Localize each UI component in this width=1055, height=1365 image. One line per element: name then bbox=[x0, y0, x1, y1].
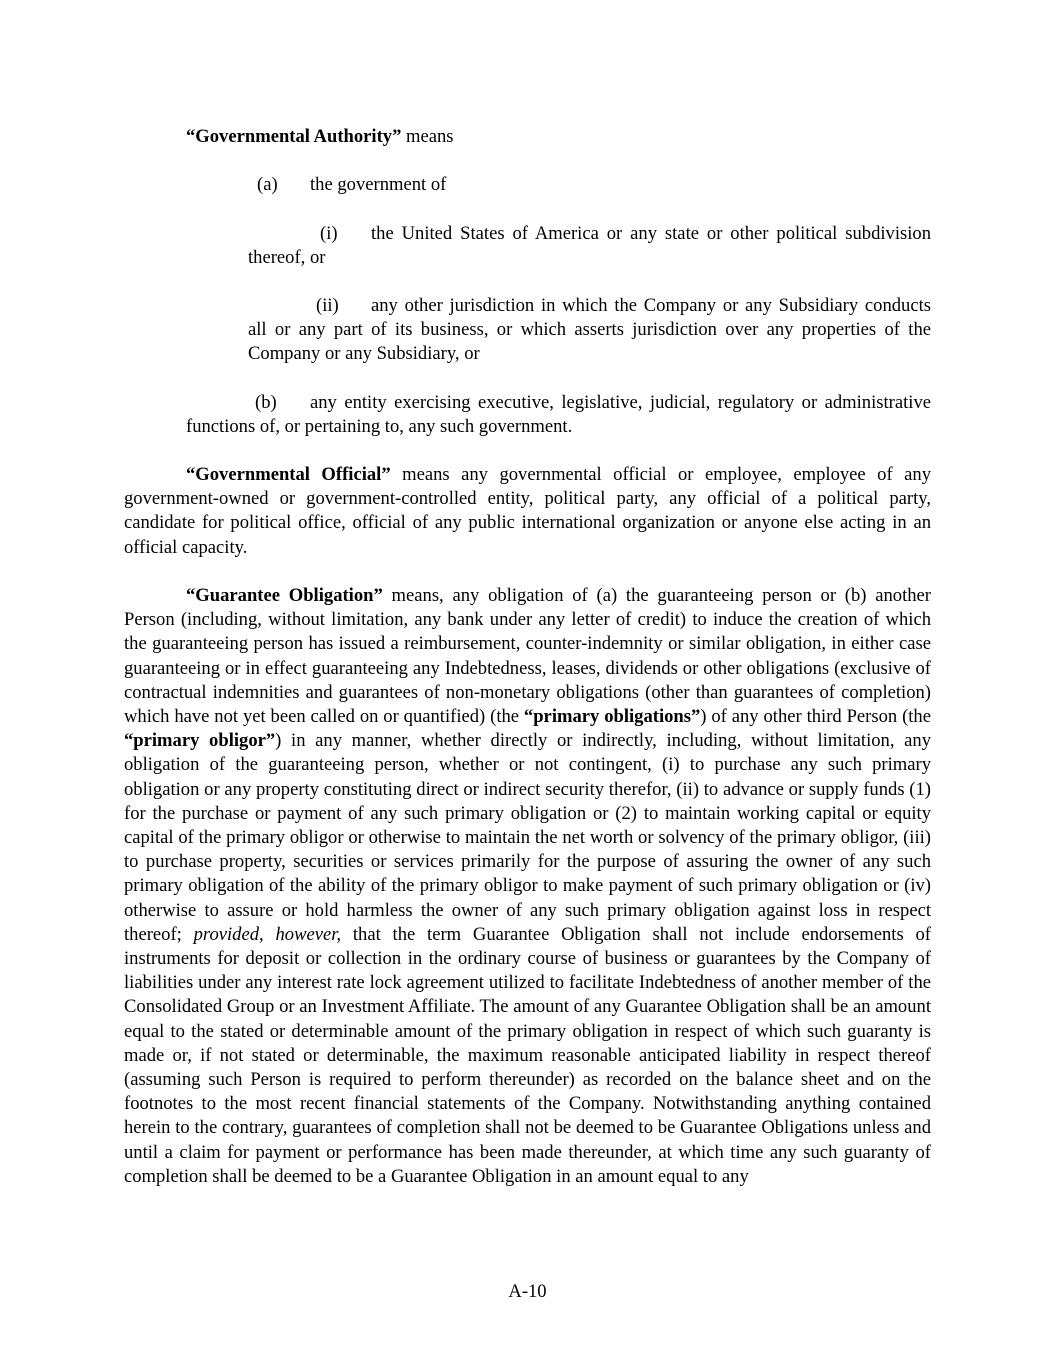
proviso: provided, however, bbox=[193, 923, 342, 945]
definition-guarantee-obligation bbox=[124, 584, 931, 1189]
defined-term: “Guarantee Obligation” bbox=[186, 585, 383, 606]
definition-text: that the term Guarantee Obligation shall not include endorsements of instruments for deposit or collection in the ordinary course of business or guarantees by the Company of liabilities under any interest rate lock agreement utilized to facilitate Indebtedness of another member of the Consolidated Group or an Investment Affiliate. The amount of any Guarantee Obligation shall be an amount equal to the stated or determinable amount of the primary obligation in respect of which such guaranty is made or, if not stated or determinable, the maximum reasonable anticipated liability in respect thereof (assuming such Person is required to perform thereunder) as recorded on the balance sheet and on the footnotes to the most recent financial statements of the Company. Notwithstanding anything contained herein to the contrary, guarantees of completion shall not be deemed to be Guarantee Obligations unless and until a claim for payment or performance has been made thereunder, at which time any such guaranty of completion shall be deemed to be a Guarantee Obligation in an amount equal to any bbox=[124, 923, 931, 1187]
clause-marker: (ii) bbox=[316, 295, 339, 316]
clause-marker: (i) bbox=[320, 223, 338, 244]
clause-text: any other jurisdiction in which the Company or any Subsidiary conducts all or any part of its business, or which asserts jurisdiction over any properties of the Company or any Subsidiary, or bbox=[248, 295, 931, 365]
defined-term-primary-obligor: “primary obligor” bbox=[124, 730, 276, 752]
defined-term: “Governmental Authority” bbox=[186, 126, 402, 147]
clause-a-ii bbox=[248, 294, 931, 367]
definition-intro: means bbox=[401, 126, 454, 147]
page-number: A-10 bbox=[508, 1281, 547, 1302]
defined-term: “Governmental Official” bbox=[186, 464, 391, 485]
clause-text: any entity exercising executive, legislative, judicial, regulatory or administrative functions of, or pertaining to, any such government. bbox=[186, 392, 931, 438]
clause-b bbox=[186, 391, 931, 439]
clause-text: the government of bbox=[310, 174, 447, 195]
definition-text: means any governmental official or employee, employee of any government-owned or government-controlled entity, political party, any official of a political party, candidate for political office, official of any public international organization or anyone else acting in an official capacity. bbox=[124, 464, 931, 558]
definition-text: means, any obligation of (a) the guaranteeing person or (b) another Person (including, without limitation, any bank under any letter of credit) to induce the creation of which the guaranteeing person has issued a reimbursement, counter-indemnity or similar obligation, in either case guaranteeing or in effect guaranteeing any Indebtedness, leases, dividends or other obligations (exclusive of contractual indemnities and guarantees of non-monetary obligations (other than guarantees of completion) which have not yet been called on or quantified) (the bbox=[124, 585, 931, 728]
definition-text: ) of any other third Person (the bbox=[700, 706, 931, 728]
clause-text: the United States of America or any state or other political subdivision thereof, or bbox=[248, 223, 931, 269]
defined-term-primary-obligations: “primary obligations” bbox=[523, 706, 701, 728]
clause-marker: (a) bbox=[257, 174, 278, 195]
clause-marker: (b) bbox=[255, 392, 277, 413]
definition-governmental-official bbox=[124, 463, 931, 560]
definition-governmental-authority bbox=[186, 125, 931, 149]
clause-a bbox=[257, 173, 931, 197]
definition-text: ) in any manner, whether directly or indirectly, including, without limitation, any obligation of the guaranteeing person, whether or not contingent, (i) to purchase any such primary obligation or any property constituting direct or indirect security therefor, (ii) to advance or supply funds (1) for the purchase or payment of any such primary obligation or (2) to maintain working capital or equity capital of the primary obligor or otherwise to maintain the net worth or solvency of the primary obligor, (iii) to purchase property, securities or services primarily for the purpose of assuring the owner of any such primary obligation of the ability of the primary obligor to make payment of such primary obligation or (iv) otherwise to assure or hold harmless the owner of any such primary obligation against loss in respect thereof; bbox=[124, 730, 931, 945]
clause-a-i bbox=[248, 222, 931, 270]
